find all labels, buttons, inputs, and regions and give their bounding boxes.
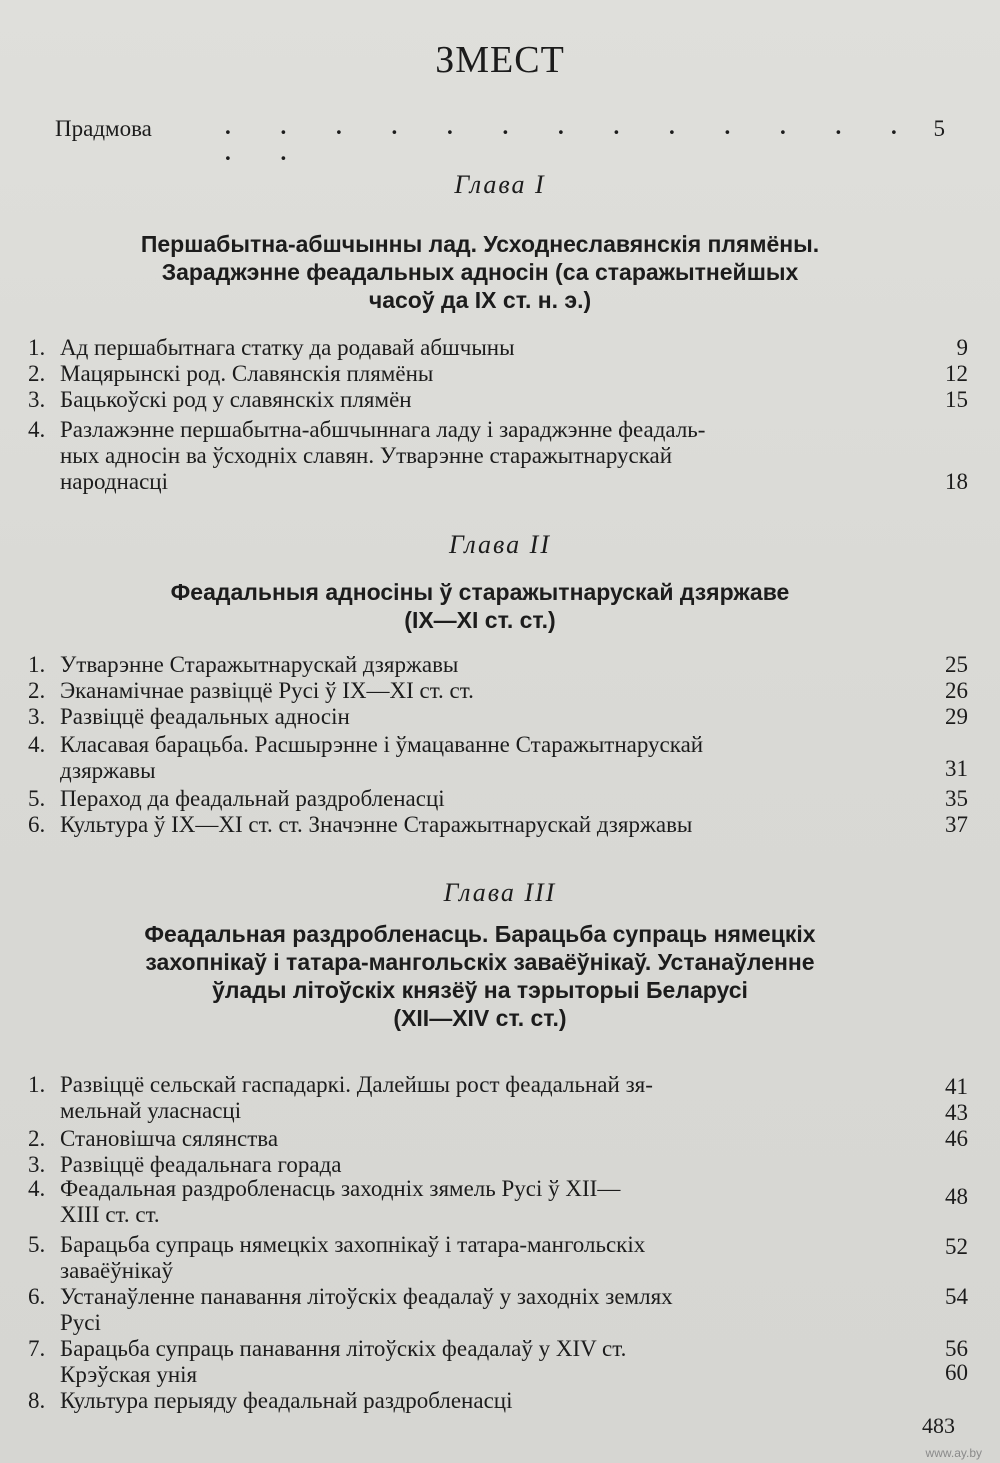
entry-text: Становішча сялянства [60, 1126, 279, 1151]
entry-page: 48 [945, 1184, 968, 1209]
entry-number: 3. [28, 704, 46, 729]
entry-page: 35 [945, 786, 968, 811]
entry-line: Русі [60, 1310, 101, 1335]
entry-number: 8. [28, 1388, 46, 1413]
heading-line: Феадальная раздробленасць. Барацьба супраць нямецкіх [144, 921, 816, 947]
toc-entry [28, 1176, 968, 1230]
heading-line: часоў да IX ст. н. э.) [368, 287, 592, 313]
entry-text [60, 732, 920, 784]
entry-line: Разлажэнне першабытна-абшчыннага ладу і зараджэнне феадаль- [60, 417, 706, 442]
entry-text [60, 1072, 920, 1124]
entry-page: 31 [945, 756, 968, 781]
entry-page: 26 [945, 678, 968, 703]
leader-dots: . . . . . . . . . . . . . . . [225, 114, 919, 165]
entry-number: 2. [28, 678, 46, 703]
entry-line: Барацьба супраць нямецкіх захопнікаў і татара-мангольскіх [60, 1232, 646, 1257]
entry-page: 43 [945, 1100, 968, 1125]
chapter-label: Глава I [454, 170, 546, 199]
entry-number: 5. [28, 786, 46, 811]
entry-line: XIII ст. ст. [60, 1202, 160, 1227]
entry-number: 1. [28, 1072, 46, 1097]
entry-page: 54 [945, 1284, 968, 1309]
entry-line: Крэўская унія [60, 1362, 198, 1387]
watermark: www.ay.by [925, 1446, 982, 1460]
entry-number: 6. [28, 1284, 46, 1309]
toc-entry [28, 1072, 968, 1126]
entry-line: Барацьба супраць панавання літоўскіх феадалаў у XIV ст. [60, 1336, 627, 1361]
entry-text [60, 1232, 920, 1284]
entry-text: Развіццё феадальных адносін [60, 704, 350, 729]
entry-text: Утварэнне Старажытнарускай дзяржавы [60, 652, 459, 677]
entry-number: 4. [28, 417, 46, 442]
chapter-heading [40, 230, 920, 314]
entry-text: Бацькоўскі род у славянскіх плямён [60, 387, 412, 412]
entry-number: 4. [28, 1176, 46, 1201]
chapter-heading [40, 920, 920, 1032]
heading-line: Зараджэнне феадальных адносін (са старажытнейшых [161, 259, 799, 285]
entry-text: Эканамічнае развіццё Русі ў IX—XI ст. ст. [60, 678, 474, 703]
entry-number: 1. [28, 652, 46, 677]
entry-text: Пераход да феадальнай раздробленасці [60, 786, 445, 811]
entry-page: 15 [945, 387, 968, 412]
entry-page: 5 [933, 116, 945, 141]
entry-number: 2. [28, 1126, 46, 1151]
entry-line: народнасці [60, 469, 168, 494]
page-title: ЗМЕСТ [435, 39, 565, 81]
entry-text: Ад першабытнага статку да родавай абшчыны [60, 335, 515, 360]
entry-line: Развіццё сельскай гаспадаркі. Далейшы рост феадальнай зя- [60, 1072, 653, 1097]
entry-line: дзяржавы [60, 758, 156, 783]
entry-page: 41 [945, 1074, 968, 1099]
entry-line: заваёўнікаў [60, 1258, 174, 1283]
entry-line: Устанаўленне панавання літоўскіх феадалаў у заходніх землях [60, 1284, 673, 1309]
entry-number: 7. [28, 1336, 46, 1361]
chapter-label: Глава III [443, 878, 557, 907]
chapter-label: Глава II [449, 530, 551, 559]
heading-line: Першабытна-абшчынны лад. Усходнеславянскія плямёны. [140, 231, 820, 257]
entry-page: 46 [945, 1126, 968, 1151]
toc-entry [28, 417, 968, 497]
heading-line: Феадальныя адносіны ў старажытнарускай дзяржаве [170, 579, 790, 605]
entry-text: Культура перыяду феадальнай раздробленасці [60, 1388, 513, 1413]
entry-number: 5. [28, 1232, 46, 1257]
heading-line: ўлады літоўскіх князёў на тэрыторыі Беларусі [212, 977, 748, 1003]
entry-page: 56 [945, 1336, 968, 1361]
entry-text [60, 1336, 920, 1388]
entry-page: 18 [945, 469, 968, 494]
heading-line: (XII—XIV ст. ст.) [393, 1005, 567, 1031]
entry-number: 3. [28, 387, 46, 412]
entry-number: 6. [28, 812, 46, 837]
entry-page: 60 [945, 1360, 968, 1385]
toc-entry [28, 732, 968, 786]
entry-page: 9 [956, 335, 968, 360]
entry-line: мельнай уласнасці [60, 1098, 242, 1123]
entry-page: 12 [945, 361, 968, 386]
entry-text [60, 417, 920, 495]
entry-number: 1. [28, 335, 46, 360]
toc-entry-intro [55, 114, 955, 165]
entry-label: Прадмова [55, 116, 152, 141]
entry-page: 37 [945, 812, 968, 837]
page-number: 483 [922, 1413, 955, 1438]
chapter-heading [40, 578, 920, 634]
entry-line: Класавая барацьба. Расшырэнне і ўмацаванне Старажытнарускай [60, 732, 704, 757]
entry-number: 2. [28, 361, 46, 386]
entry-text: Мацярынскі род. Славянскія плямёны [60, 361, 434, 386]
entry-text: Культура ў IX—XI ст. ст. Значэнне Старажытнарускай дзяржавы [60, 812, 693, 837]
toc-entry [28, 1232, 968, 1286]
toc-entry [28, 1336, 968, 1390]
entry-text [60, 1176, 920, 1228]
heading-line: (IX—XI ст. ст.) [404, 607, 556, 633]
entry-text [60, 1284, 920, 1336]
entry-line: ных адносін ва ўсходніх славян. Утварэнне старажытнарускай [60, 443, 673, 468]
entry-number: 3. [28, 1152, 46, 1177]
entry-line: Феадальная раздробленасць заходніх зямель Русі ў XII— [60, 1176, 621, 1201]
entry-number: 4. [28, 732, 46, 757]
entry-page: 29 [945, 704, 968, 729]
entry-text: Развіццё феадальнага горада [60, 1152, 342, 1177]
entry-page: 52 [945, 1234, 968, 1259]
entry-page: 25 [945, 652, 968, 677]
toc-entry [28, 1284, 968, 1338]
heading-line: захопнікаў і татара-мангольскіх заваёўнікаў. Устанаўленне [145, 949, 815, 975]
